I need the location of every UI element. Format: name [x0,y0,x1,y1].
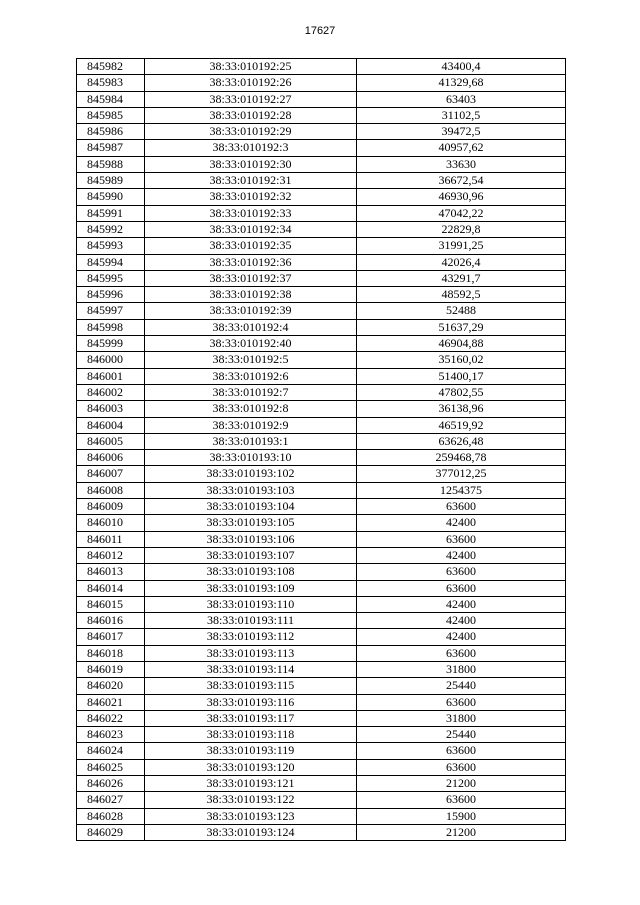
value-cell: 48592,5 [357,287,566,303]
value-cell: 42400 [357,613,566,629]
row-number-cell: 846025 [77,759,145,775]
table-row [77,808,566,824]
row-number-cell: 846003 [77,401,145,417]
value-cell: 63600 [357,645,566,661]
cadastral-number-cell: 38:33:010192:25 [145,59,357,75]
row-number-cell: 845991 [77,205,145,221]
value-cell: 43400,4 [357,59,566,75]
table-row [77,254,566,270]
row-number-cell: 845995 [77,270,145,286]
cadastral-number-cell: 38:33:010193:115 [145,678,357,694]
value-cell: 36138,96 [357,401,566,417]
row-number-cell: 846000 [77,352,145,368]
value-cell: 25440 [357,678,566,694]
value-cell: 31991,25 [357,238,566,254]
cadastral-number-cell: 38:33:010193:116 [145,694,357,710]
value-cell: 42400 [357,596,566,612]
table-row [77,694,566,710]
cadastral-number-cell: 38:33:010192:34 [145,221,357,237]
cadastral-number-cell: 38:33:010193:107 [145,547,357,563]
cadastral-number-cell: 38:33:010193:117 [145,710,357,726]
row-number-cell: 846024 [77,743,145,759]
row-number-cell: 846013 [77,564,145,580]
table-row [77,613,566,629]
value-cell: 46930,96 [357,189,566,205]
cadastral-number-cell: 38:33:010193:105 [145,515,357,531]
table-row [77,710,566,726]
cadastral-number-cell: 38:33:010193:102 [145,466,357,482]
value-cell: 35160,02 [357,352,566,368]
cadastral-number-cell: 38:33:010193:122 [145,792,357,808]
table-row [77,759,566,775]
table-row [77,466,566,482]
table-row [77,678,566,694]
table-row [77,205,566,221]
value-cell: 15900 [357,808,566,824]
row-number-cell: 846007 [77,466,145,482]
cadastral-number-cell: 38:33:010193:123 [145,808,357,824]
row-number-cell: 846002 [77,384,145,400]
cadastral-number-cell: 38:33:010192:8 [145,401,357,417]
cadastral-number-cell: 38:33:010193:10 [145,450,357,466]
row-number-cell: 846022 [77,710,145,726]
cadastral-number-cell: 38:33:010192:40 [145,336,357,352]
table-row [77,433,566,449]
table-row [77,417,566,433]
row-number-cell: 846021 [77,694,145,710]
value-cell: 63600 [357,531,566,547]
table-row [77,270,566,286]
row-number-cell: 846005 [77,433,145,449]
table-row [77,221,566,237]
table-row [77,287,566,303]
table-row [77,450,566,466]
cadastral-number-cell: 38:33:010192:37 [145,270,357,286]
table-row [77,75,566,91]
value-cell: 40957,62 [357,140,566,156]
row-number-cell: 846017 [77,629,145,645]
cadastral-number-cell: 38:33:010192:4 [145,319,357,335]
value-cell: 63600 [357,694,566,710]
row-number-cell: 846015 [77,596,145,612]
value-cell: 63600 [357,499,566,515]
table-row [77,547,566,563]
cadastral-number-cell: 38:33:010192:6 [145,368,357,384]
table-row [77,580,566,596]
registry-table [76,58,566,841]
row-number-cell: 845993 [77,238,145,254]
value-cell: 46519,92 [357,417,566,433]
value-cell: 25440 [357,727,566,743]
cadastral-number-cell: 38:33:010193:114 [145,661,357,677]
cadastral-number-cell: 38:33:010193:118 [145,727,357,743]
cadastral-number-cell: 38:33:010192:36 [145,254,357,270]
value-cell: 41329,68 [357,75,566,91]
table-row [77,727,566,743]
row-number-cell: 846027 [77,792,145,808]
value-cell: 63600 [357,743,566,759]
row-number-cell: 846014 [77,580,145,596]
cadastral-number-cell: 38:33:010193:109 [145,580,357,596]
cadastral-number-cell: 38:33:010193:121 [145,776,357,792]
value-cell: 46904,88 [357,336,566,352]
cadastral-number-cell: 38:33:010193:112 [145,629,357,645]
value-cell: 42400 [357,629,566,645]
value-cell: 47802,55 [357,384,566,400]
value-cell: 42026,4 [357,254,566,270]
value-cell: 1254375 [357,482,566,498]
table-row [77,401,566,417]
cadastral-number-cell: 38:33:010192:3 [145,140,357,156]
cadastral-number-cell: 38:33:010193:111 [145,613,357,629]
table-row [77,824,566,840]
table-row [77,319,566,335]
table-row [77,645,566,661]
table-row [77,482,566,498]
row-number-cell: 845988 [77,156,145,172]
table-row [77,792,566,808]
row-number-cell: 846008 [77,482,145,498]
cadastral-number-cell: 38:33:010193:108 [145,564,357,580]
row-number-cell: 845983 [77,75,145,91]
table-row [77,564,566,580]
value-cell: 42400 [357,547,566,563]
value-cell: 31800 [357,661,566,677]
value-cell: 31800 [357,710,566,726]
cadastral-number-cell: 38:33:010192:33 [145,205,357,221]
cadastral-number-cell: 38:33:010193:113 [145,645,357,661]
table-row [77,156,566,172]
table-row [77,596,566,612]
table-row [77,59,566,75]
value-cell: 22829,8 [357,221,566,237]
value-cell: 21200 [357,776,566,792]
row-number-cell: 846026 [77,776,145,792]
cadastral-number-cell: 38:33:010192:32 [145,189,357,205]
value-cell: 63600 [357,792,566,808]
cadastral-number-cell: 38:33:010193:104 [145,499,357,515]
row-number-cell: 845996 [77,287,145,303]
table-row [77,189,566,205]
value-cell: 63600 [357,580,566,596]
cadastral-number-cell: 38:33:010193:120 [145,759,357,775]
table-row [77,515,566,531]
table-row [77,776,566,792]
table-row [77,140,566,156]
row-number-cell: 846006 [77,450,145,466]
row-number-cell: 846010 [77,515,145,531]
table-row [77,661,566,677]
cadastral-number-cell: 38:33:010192:31 [145,173,357,189]
cadastral-number-cell: 38:33:010192:26 [145,75,357,91]
cadastral-number-cell: 38:33:010192:29 [145,124,357,140]
cadastral-number-cell: 38:33:010192:38 [145,287,357,303]
row-number-cell: 845994 [77,254,145,270]
value-cell: 63403 [357,91,566,107]
row-number-cell: 846028 [77,808,145,824]
row-number-cell: 846012 [77,547,145,563]
row-number-cell: 845989 [77,173,145,189]
row-number-cell: 845982 [77,59,145,75]
table-row [77,531,566,547]
table-row [77,173,566,189]
table-row [77,368,566,384]
value-cell: 33630 [357,156,566,172]
cadastral-number-cell: 38:33:010193:106 [145,531,357,547]
value-cell: 52488 [357,303,566,319]
row-number-cell: 846016 [77,613,145,629]
row-number-cell: 846011 [77,531,145,547]
table-row [77,107,566,123]
cadastral-number-cell: 38:33:010193:1 [145,433,357,449]
cadastral-number-cell: 38:33:010193:124 [145,824,357,840]
table-row [77,629,566,645]
table-row [77,499,566,515]
row-number-cell: 846023 [77,727,145,743]
row-number-cell: 846018 [77,645,145,661]
value-cell: 377012,25 [357,466,566,482]
table-row [77,91,566,107]
value-cell: 63600 [357,759,566,775]
row-number-cell: 846020 [77,678,145,694]
row-number-cell: 845987 [77,140,145,156]
row-number-cell: 845992 [77,221,145,237]
cadastral-number-cell: 38:33:010192:7 [145,384,357,400]
value-cell: 51400,17 [357,368,566,384]
row-number-cell: 845984 [77,91,145,107]
row-number-cell: 846019 [77,661,145,677]
row-number-cell: 845997 [77,303,145,319]
cadastral-number-cell: 38:33:010192:39 [145,303,357,319]
registry-table-body [77,59,566,841]
row-number-cell: 846004 [77,417,145,433]
table-row [77,238,566,254]
table-row [77,124,566,140]
value-cell: 42400 [357,515,566,531]
row-number-cell: 845985 [77,107,145,123]
table-row [77,352,566,368]
value-cell: 21200 [357,824,566,840]
cadastral-number-cell: 38:33:010192:9 [145,417,357,433]
cadastral-number-cell: 38:33:010192:5 [145,352,357,368]
page-number: 17627 [304,25,336,37]
value-cell: 63626,48 [357,433,566,449]
cadastral-number-cell: 38:33:010192:35 [145,238,357,254]
value-cell: 51637,29 [357,319,566,335]
cadastral-number-cell: 38:33:010192:30 [145,156,357,172]
value-cell: 259468,78 [357,450,566,466]
row-number-cell: 846009 [77,499,145,515]
cadastral-number-cell: 38:33:010193:103 [145,482,357,498]
table-row [77,384,566,400]
value-cell: 31102,5 [357,107,566,123]
row-number-cell: 845986 [77,124,145,140]
cadastral-number-cell: 38:33:010192:27 [145,91,357,107]
row-number-cell: 846001 [77,368,145,384]
cadastral-number-cell: 38:33:010193:119 [145,743,357,759]
value-cell: 63600 [357,564,566,580]
value-cell: 36672,54 [357,173,566,189]
row-number-cell: 845990 [77,189,145,205]
table-row [77,336,566,352]
value-cell: 47042,22 [357,205,566,221]
row-number-cell: 846029 [77,824,145,840]
table-row [77,303,566,319]
row-number-cell: 845999 [77,336,145,352]
cadastral-number-cell: 38:33:010193:110 [145,596,357,612]
cadastral-number-cell: 38:33:010192:28 [145,107,357,123]
value-cell: 39472,5 [357,124,566,140]
value-cell: 43291,7 [357,270,566,286]
table-row [77,743,566,759]
row-number-cell: 845998 [77,319,145,335]
